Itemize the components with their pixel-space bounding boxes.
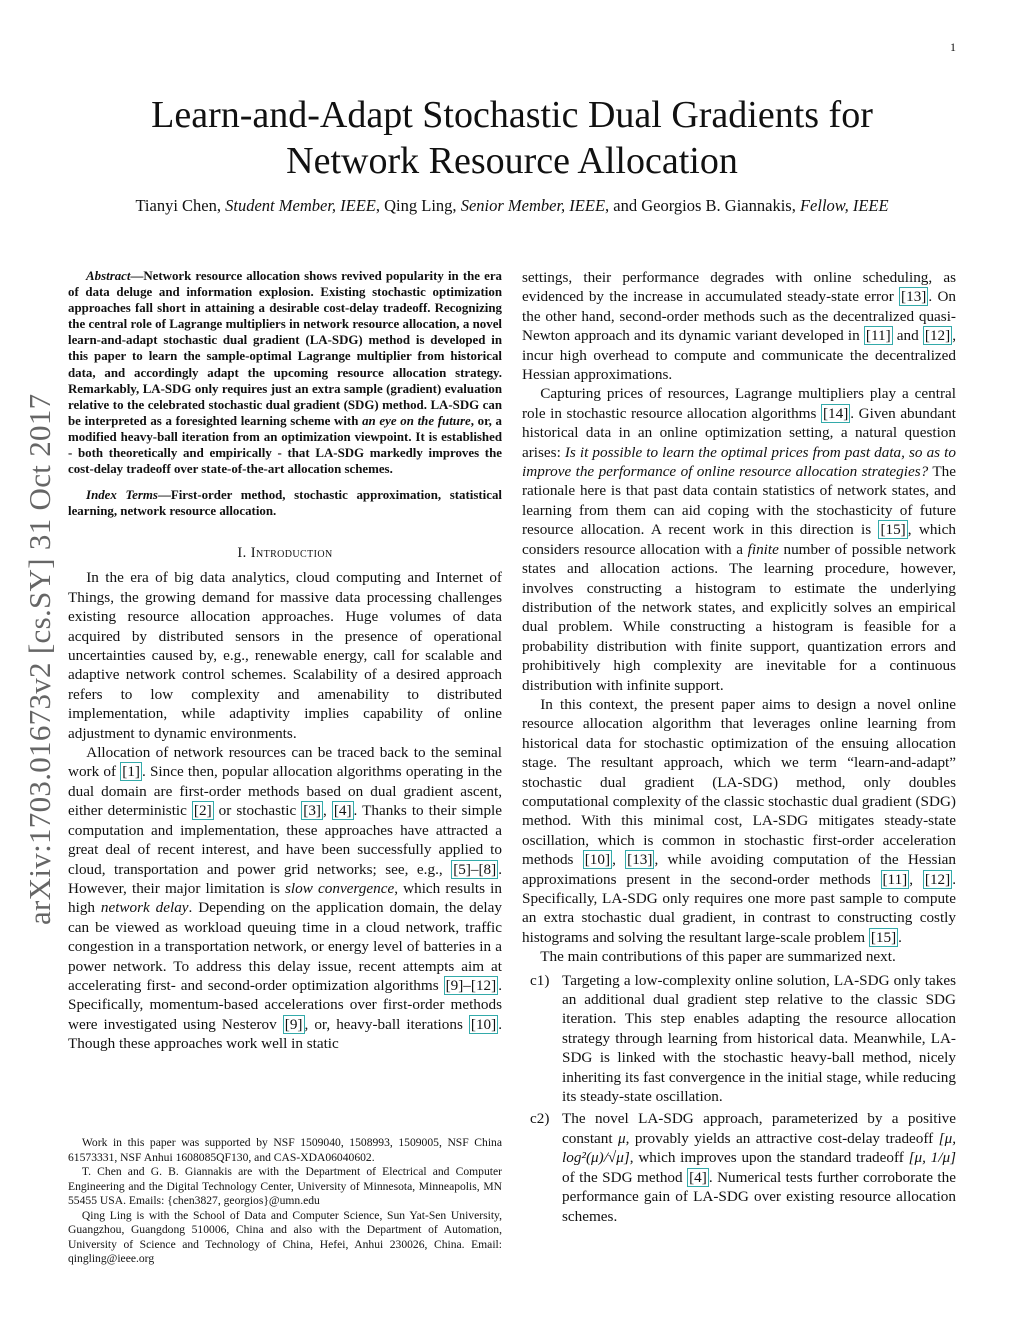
emphasis: Is it possible to learn the optimal prices from past data, so as to improve the performance of online resource allocation strategies? <box>522 443 956 481</box>
contribution-text <box>562 1109 956 1225</box>
contribution-label: c1) <box>530 971 550 989</box>
text-run: , provably yields an attractive cost-delay tradeoff <box>625 1129 939 1147</box>
paragraph <box>68 743 502 1054</box>
text-run: , or, heavy-ball iterations <box>304 1015 469 1033</box>
title-line-1: Learn-and-Adapt Stochastic Dual Gradients for <box>151 94 873 136</box>
citation-link[interactable]: [11] <box>882 870 908 888</box>
text-run: The novel LA-SDG approach, parameterized by a positive constant <box>562 1110 956 1147</box>
author-3: , and Georgios B. Giannakis, <box>605 196 796 215</box>
text-run: . Given abundant historical data in an online optimization setting, a natural question arises: <box>522 404 956 461</box>
contribution-item <box>522 1109 956 1225</box>
emphasis: network delay <box>100 899 189 917</box>
citation-link[interactable]: [2] <box>193 802 212 820</box>
math-symbol: μ <box>618 1129 626 1147</box>
paragraph <box>522 384 956 695</box>
author-2: , Qing Ling, <box>375 196 457 215</box>
arxiv-identifier: arXiv:1703.01673v2 [cs.SY] 31 Oct 2017 <box>22 393 57 925</box>
contribution-item <box>522 971 956 1107</box>
paragraph: In the era of big data analytics, cloud computing and Internet of Things, the growing demand for massive data processing challenges existing resource allocation approaches. Huge volumes of data acquired by distributed sensors in the presence of operational uncertainties caused by, e.g., renewable energy, call for scalable and adaptive network control schemes. Scalability of a desired approach refers to low complexity and amenability to distributed implementation, while adaptivity implies capability of online adjustment to dynamic environments. <box>68 569 502 742</box>
citation-link[interactable]: [9]–[12] <box>445 976 497 994</box>
section-number: I. <box>237 545 247 562</box>
paragraph: The main contributions of this paper are summarized next. <box>540 948 896 966</box>
paragraph <box>522 695 956 947</box>
left-column <box>68 268 502 1054</box>
citation-link[interactable]: [10] <box>584 851 611 869</box>
text-run: , which results in high <box>68 879 502 917</box>
citation-link[interactable]: [14] <box>822 404 849 422</box>
text-run: In this context, the present paper aims to design a novel online resource allocation algorithm that leverages online learning from historical data for stochastic optimization of the ensuing allocation stage. The resultant approach, which we term “learn-and-adapt” stochastic dual gradient (LA-SDG) method, only doubles computational complexity of the classic stochastic dual gradient (SDG) method. With this minimal cost, LA-SDG mitigates steady-state oscillation, which is common in stochastic first-order acceleration methods <box>522 695 956 869</box>
intro-body-left <box>68 568 502 1053</box>
text-run: , <box>612 851 626 869</box>
text-run: . Since then, popular allocation algorithms operating in the dual domain are first-order methods based on dual gradient ascent, either deterministic <box>68 763 502 820</box>
text-run: . Though these approaches work well in static <box>68 1015 502 1053</box>
text-run: Capturing prices of resources, Lagrange multipliers play a central role in stochastic resource allocation algorithms <box>522 385 956 422</box>
citation-link[interactable]: [4] <box>689 1168 707 1186</box>
text-run: and <box>892 327 923 345</box>
text-run: settings, their performance degrades with online scheduling, as evidenced by the increase in accumulated steady-state error <box>522 269 956 306</box>
footnote-affiliation-1: T. Chen and G. B. Giannakis are with the Department of Electrical and Computer Engineering and the Digital Technology Center, University of Minnesota, Minneapolis, MN 55455 USA. Emails: {chen3827, georgios}@umn.edu <box>68 1165 502 1207</box>
index-terms-lead: Index Terms <box>86 488 158 503</box>
author-3-role: Fellow, IEEE <box>799 196 889 215</box>
citation-link[interactable]: [3] <box>303 802 321 820</box>
abstract <box>68 268 502 477</box>
text-run: , <box>909 870 923 888</box>
author-1-role: Student Member, IEEE <box>225 196 376 215</box>
citation-link[interactable]: [5]–[8] <box>453 860 497 878</box>
text-run: . However, their major limitation is <box>68 860 502 897</box>
title-line-2: Network Resource Allocation <box>286 140 738 182</box>
citation-link[interactable]: [12] <box>924 327 951 345</box>
text-run: . Specifically, LA-SDG only requires one more past sample to compute an extra stochastic dual gradient, in contrast to constructing costly histograms and solving the resultant large-scale problem <box>522 870 956 946</box>
citation-link[interactable]: [13] <box>627 851 653 869</box>
abstract-lead: Abstract <box>86 269 131 283</box>
math-expression: [μ, log²(μ)/√μ] <box>562 1129 956 1167</box>
emphasis: slow convergence <box>285 879 395 897</box>
text-run: or stochastic <box>213 802 302 820</box>
text-run: , <box>322 802 332 820</box>
citation-link[interactable]: [11] <box>865 327 891 345</box>
citation-link[interactable]: [10] <box>470 1015 497 1033</box>
text-run: number of possible network states and allocation actions. The learning procedure, however, involves constructing a histogram to estimate the underlying distribution of the network states, and explicitly solves an empirical dual problem. While constructing a histogram is feasible for a probability distribution with finite support, quantization errors and prohibitively high complexity are inevitable for a continuous distribution with infinite support. <box>522 540 956 694</box>
text-run: , which considers resource allocation with a <box>522 521 956 558</box>
citation-link[interactable]: [13] <box>901 288 927 306</box>
text-run: The rationale here is that past data contain statistics of network states, and learning from them can aid coping with the stochasticity of future resource allocation. A recent work in this direction is <box>522 463 956 539</box>
footnote-affiliation-2: Qing Ling is with the School of Data and Computer Science, Sun Yat-Sen University, Guangzhou, Guangdong 510006, China and also with the Department of Automation, University of Science and Technology of China, Hefei, Anhui 230026, China. Email: qingling@ieee.org <box>68 1208 502 1265</box>
footnotes <box>68 1136 502 1267</box>
contributions-list <box>522 971 956 1226</box>
text-run: , which improves upon the standard tradeoff <box>629 1149 909 1167</box>
text-run: . On the other hand, second-order methods such as the decentralized quasi-Newton approach and its dynamic variant developed in <box>522 288 956 345</box>
citation-link[interactable]: [15] <box>870 928 897 946</box>
text-run: . Depending on the application domain, the delay can be viewed as workload queuing time in a cloud network, traffic congestion in a transportation network, or energy level of batteries in a power network. To address this delay issue, recent attempts aim at accelerating first- and second-order optimization algorithms <box>68 899 502 994</box>
citation-link[interactable]: [4] <box>333 802 352 820</box>
author-2-role: Senior Member, IEEE <box>460 196 606 215</box>
abstract-emphasis: an eye on the future <box>362 413 471 428</box>
text-run: , while avoiding computation of the Hessian approximations present in the second-order methods <box>522 851 957 888</box>
text-run: . Specifically, momentum-based accelerations over first-order methods were investigated using Nesterov <box>68 976 502 1033</box>
author-1: Tianyi Chen, <box>135 196 222 215</box>
abstract-text-1: —Network resource allocation shows revived popularity in the era of data deluge and information explosion. Existing stochastic optimization approaches fall short in attaining a desirable cost-delay tradeoff. Recognizing the central role of Lagrange multipliers in network resource allocation, a novel learn-and-adapt stochastic dual gradient (LA-SDG) method is developed in this paper to learn the sample-optimal Lagrange multiplier from historical data, and accordingly adapt the upcoming resource allocation strategy. Remarkably, LA-SDG only requires just an extra sample (gradient) evaluation relative to the celebrated stochastic dual gradient (SDG) method. LA-SDG can be interpreted as a foresighted learning scheme with <box>68 269 502 428</box>
math-expression: [μ, 1/μ] <box>908 1149 956 1167</box>
contribution-text: Targeting a low-complexity online solution, LA-SDG only takes an additional dual gradient step relative to the classic SDG iteration. This step enables adapting the resource allocation strategy through learning from historical data. Meanwhile, LA-SDG is linked with the stochastic heavy-ball method, nicely inheriting its fast convergence in the initial stage, while reducing its steady-state oscillation. <box>562 971 956 1106</box>
text-run: , incur high overhead to compute and communicate the decentralized Hessian approximations. <box>522 327 956 384</box>
abstract-text-2: , or, a modified heavy-ball iteration from an optimization viewpoint. It is established - both theoretically and empirically - that LA-SDG markedly improves the cost-delay tradeoff over state-of-the-art allocation schemes. <box>68 413 502 477</box>
paper-title <box>60 92 964 184</box>
contribution-label: c2) <box>530 1110 550 1128</box>
citation-link[interactable]: [9] <box>284 1015 303 1033</box>
text-run: Allocation of network resources can be traced back to the seminal work of <box>68 744 502 781</box>
citation-link[interactable]: [15] <box>880 521 906 539</box>
paragraph <box>522 268 956 384</box>
citation-link[interactable]: [12] <box>924 870 951 888</box>
index-terms-text: —First-order method, stochastic approximation, statistical learning, network resource allocation. <box>68 488 502 519</box>
text-run: . Thanks to their simple computation and implementation, these approaches have attracted a great deal of recent interest, and have been successfully applied to cloud, transportation and power grid networks; see, e.g., <box>68 802 503 878</box>
emphasis: finite <box>747 540 779 558</box>
text-run: . <box>898 928 902 946</box>
index-terms <box>68 487 502 519</box>
section-heading <box>68 545 502 562</box>
text-run: of the SDG method <box>562 1168 688 1186</box>
footnote-funding: Work in this paper was supported by NSF 1509040, 1508993, 1509005, NSF China 61573331, NSF Anhui 1608085QF130, and CAS-XDA06040602. <box>68 1136 502 1164</box>
citation-link[interactable]: [1] <box>122 763 140 781</box>
page-number: 1 <box>950 40 956 54</box>
section-title: Introduction <box>250 545 333 562</box>
text-run: . Numerical tests further corroborate the performance gain of LA-SDG over existing resource allocation schemes. <box>562 1168 956 1225</box>
author-list <box>40 196 984 216</box>
right-column <box>522 268 956 1226</box>
